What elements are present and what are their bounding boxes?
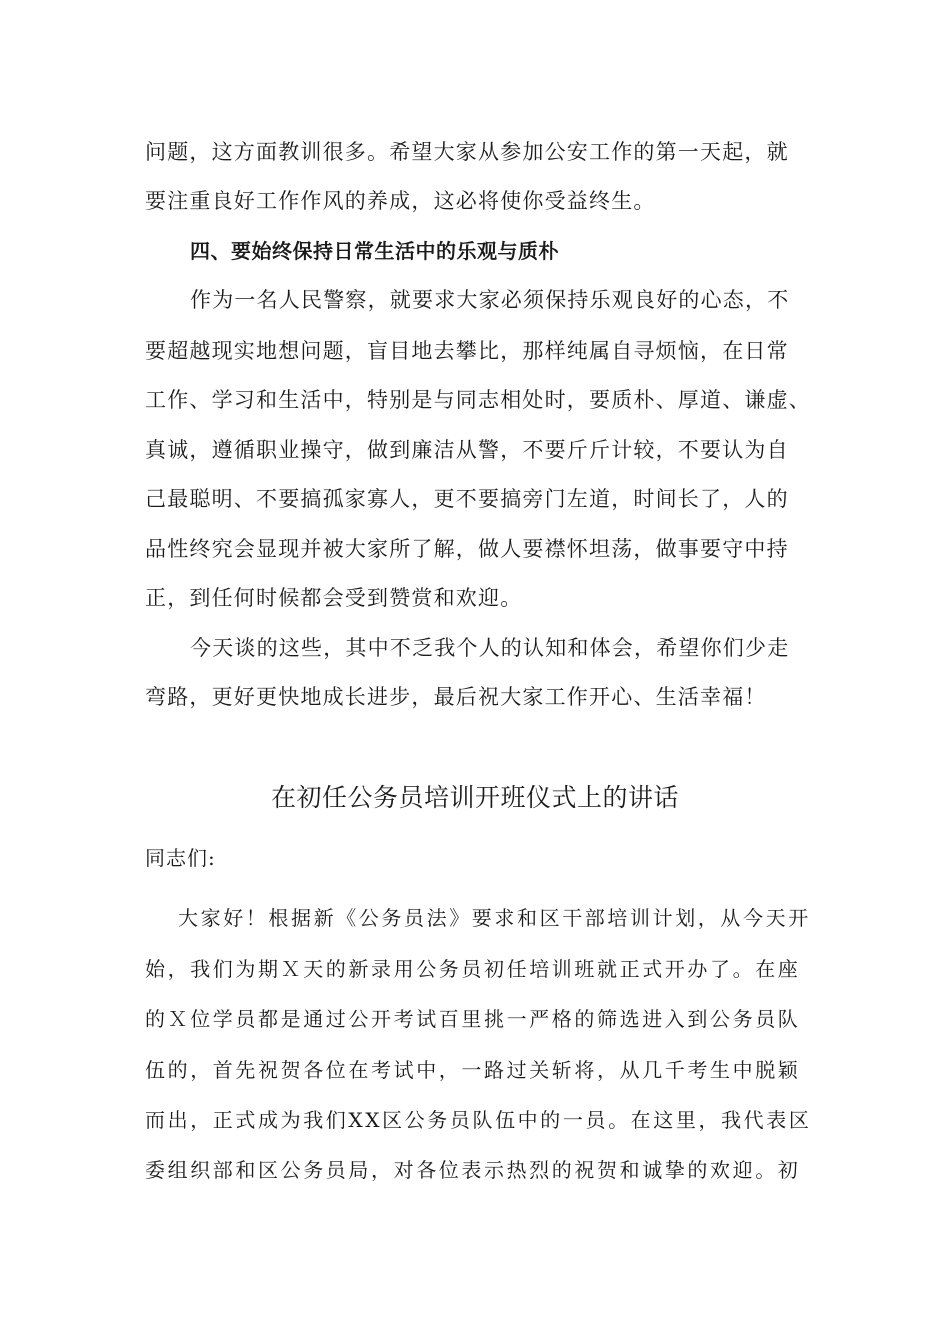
text-line: 始，我们为期Ｘ天的新录用公务员初任培训班就正式开办了。在座 [145, 957, 801, 981]
text-line: 要超越现实地想问题，盲目地去攀比，那样纯属自寻烦恼，在日常 [145, 339, 789, 363]
text-line: 问题，这方面教训很多。希望大家从参加公安工作的第一天起，就 [145, 140, 789, 164]
text-line: 的Ｘ位学员都是通过公开考试百里挑一严格的筛选进入到公务员队 [145, 1007, 801, 1031]
text-line: 弯路，更好更快地成长进步，最后祝大家工作开心、生活幸福！ [145, 685, 767, 709]
section-heading: 四、要始终保持日常生活中的乐观与质朴 [190, 239, 559, 263]
text-line: 己最聪明、不要搞孤家寡人，更不要搞旁门左道，时间长了，人的 [145, 487, 789, 511]
salutation: 同志们: [145, 846, 216, 870]
text-line: 真诚，遵循职业操守，做到廉洁从警，不要斤斤计较，不要认为自 [145, 438, 789, 462]
text-line: 伍的，首先祝贺各位在考试中，一路过关斩将，从几千考生中脱颖 [145, 1058, 801, 1082]
text-line: 而出，正式成为我们XX区公务员队伍中的一员。在这里，我代表区 [145, 1108, 812, 1132]
speech-title: 在初任公务员培训开班仪式上的讲话 [270, 783, 679, 812]
text-line: 工作、学习和生活中，特别是与同志相处时，要质朴、厚道、谦虚、 [145, 388, 811, 412]
text-line: 要注重良好工作作风的养成，这必将使你受益终生。 [145, 189, 656, 213]
text-line: 大家好！根据新《公务员法》要求和区干部培训计划，从今天开 [178, 906, 811, 930]
text-line: 作为一名人民警察，就要求大家必须保持乐观良好的心态，不 [190, 288, 790, 312]
text-line: 品性终究会显现并被大家所了解，做人要襟怀坦荡，做事要守中持 [145, 537, 789, 561]
text-line: 正，到任何时候都会受到赞赏和欢迎。 [145, 586, 523, 610]
text-line: 今天谈的这些，其中不乏我个人的认知和体会，希望你们少走 [190, 636, 790, 660]
text-line: 委组织部和区公务员局，对各位表示热烈的祝贺和诚挚的欢迎。初 [145, 1158, 801, 1182]
